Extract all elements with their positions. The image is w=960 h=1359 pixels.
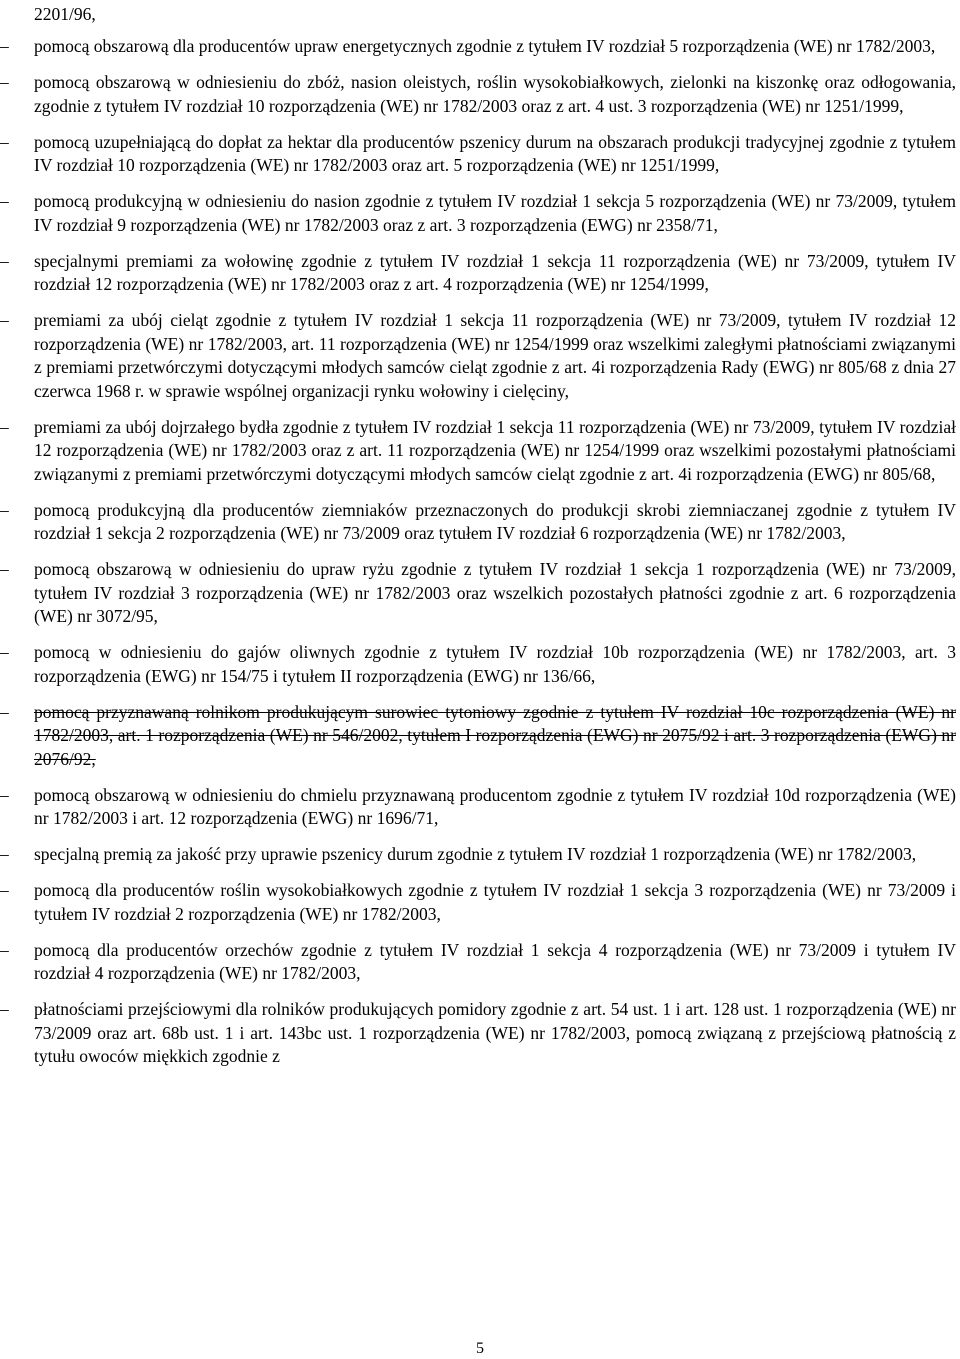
list-item [0, 843, 960, 867]
dash-bullet: – [0, 72, 9, 92]
list-item [0, 939, 960, 986]
dash-bullet: – [0, 701, 9, 722]
item-text: pomocą produkcyjną dla producentów ziemniaków przeznaczonych do produkcji skrobi ziemniaczanej zgodnie z tytułem IV rozdział 1 sekcja 2 rozporządzenia (WE) nr 73/2009 oraz tytułem IV rozdział 6 rozporządzenia (WE) nr 1782/2003, [34, 499, 956, 543]
dash-bullet: – [0, 939, 9, 960]
list-item [0, 309, 960, 403]
item-text: pomocą w odniesieniu do gajów oliwnych zgodnie z tytułem IV rozdział 10b rozporządzenia (WE) nr 1782/2003, art. 3 rozporządzenia (EWG) nr 154/75 i tytułem II rozporządzenia (EWG) nr 136/66, [34, 642, 956, 686]
dash-bullet: – [0, 642, 9, 662]
dash-bullet: – [0, 784, 9, 805]
dash-bullet: – [0, 999, 9, 1019]
item-text: pomocą uzupełniającą do dopłat za hektar dla producentów pszenicy durum na obszarach produkcji tradycyjnej zgodnie z tytułem IV rozdział 10 rozporządzenia (WE) nr 1782/2003 oraz art. 5 rozporządzenia (WE) nr 1251/1999, [34, 131, 956, 175]
item-text: pomocą obszarową dla producentów upraw energetycznych zgodnie z tytułem IV rozdział 5 rozporządzenia (WE) nr 1782/2003, [34, 36, 936, 56]
list-item [0, 250, 960, 297]
list-item [0, 71, 960, 118]
dash-bullet: – [0, 559, 9, 579]
list-item [0, 558, 960, 629]
dash-bullet: – [0, 191, 9, 211]
item-text: pomocą obszarową w odniesieniu do chmielu przyznawaną producentom zgodnie z tytułem IV rozdział 10d rozporządzenia (WE) nr 1782/2003 i art. 12 rozporządzenia (EWG) nr 1696/71, [34, 784, 956, 828]
dash-bullet: – [0, 250, 9, 271]
item-text: pomocą obszarową w odniesieniu do zbóż, nasion oleistych, roślin wysokobiałkowych, zielonki na kiszonkę oraz odłogowania, zgodnie z tytułem IV rozdział 10 rozporządzenia (WE) nr 1782/2003 oraz z art. 4 ust. 3 rozporządzenia (WE) nr 1251/1999, [34, 72, 956, 116]
item-text: premiami za ubój cieląt zgodnie z tytułem IV rozdział 1 sekcja 11 rozporządzenia (WE) nr 73/2009, tytułem IV rozdział 12 rozporządzenia (WE) nr 1782/2003, art. 11 rozporządzenia (WE) nr 1254/1999 oraz wszelkimi zaległymi płatnościami związanymi z premiami przetwórczymi dotyczącymi młodych samców cieląt zgodnie z art. 4i rozporządzenia Rady (EWG) nr 805/68 z dnia 27 czerwca 1968 r. w sprawie wspólnej organizacji rynku wołowiny i cielęciny, [34, 310, 956, 401]
item-text: pomocą dla producentów roślin wysokobiałkowych zgodnie z tytułem IV rozdział 1 sekcja 3 rozporządzenia (WE) nr 73/2009 i tytułem IV rozdział 2 rozporządzenia (WE) nr 1782/2003, [34, 880, 956, 924]
dash-bullet: – [0, 131, 9, 152]
item-text: specjalną premią za jakość przy uprawie pszenicy durum zgodnie z tytułem IV rozdział 1 rozporządzenia (WE) nr 1782/2003, [34, 844, 917, 864]
list-item [0, 416, 960, 487]
list-item [0, 131, 960, 178]
continued-reference-line: 2201/96, [34, 4, 96, 24]
item-text: pomocą produkcyjną w odniesieniu do nasion zgodnie z tytułem IV rozdział 1 sekcja 5 rozporządzenia (WE) nr 73/2009, tytułem IV rozdział 9 rozporządzenia (WE) nr 1782/2003 oraz z art. 3 rozporządzenia (EWG) nr 2358/71, [34, 191, 956, 235]
list-item [0, 641, 960, 688]
item-text: premiami za ubój dojrzałego bydła zgodnie z tytułem IV rozdział 1 sekcja 11 rozporządzenia (WE) nr 73/2009, tytułem IV rozdział 12 rozporządzenia (WE) nr 1782/2003 oraz z art. 11 rozporządzenia (WE) nr 1254/1999 oraz wszelkimi pozostałymi płatnościami związanymi z premiami przetwórczymi dotyczącymi młodych samców cieląt zgodnie z art. 4i rozporządzenia (EWG) nr 805/68, [34, 416, 956, 484]
list-item [0, 35, 960, 59]
item-text: pomocą dla producentów orzechów zgodnie z tytułem IV rozdział 1 sekcja 4 rozporządzenia (WE) nr 73/2009 i tytułem IV rozdział 4 rozporządzenia (WE) nr 1782/2003, [34, 939, 956, 983]
item-text: płatnościami przejściowymi dla rolników produkujących pomidory zgodnie z art. 54 ust. 1 i art. 128 ust. 1 rozporządzenia (WE) nr 73/2009 oraz art. 68b ust. 1 i art. 143bc ust. 1 rozporządzenia (WE) nr 1782/2003, pomocą związaną z przejściową płatnością z tytułu owoców miękkich zgodnie z [34, 999, 956, 1066]
dash-bullet: – [0, 844, 9, 864]
dash-bullet: – [0, 880, 9, 900]
dash-bullet: – [0, 499, 9, 520]
dash-bullet: – [0, 416, 9, 437]
list-item [0, 701, 960, 772]
list-item [0, 784, 960, 831]
list-item [0, 190, 960, 237]
list-item [0, 879, 960, 926]
item-text: pomocą obszarową w odniesieniu do upraw ryżu zgodnie z tytułem IV rozdział 1 sekcja 1 rozporządzenia (WE) nr 73/2009, tytułem IV rozdział 3 rozporządzenia (WE) nr 1782/2003 oraz wszelkich pozostałych płatności zgodnie z art. 6 rozporządzenia (WE) nr 3072/95, [34, 559, 956, 626]
dash-bullet: – [0, 36, 9, 56]
page-number: 5 [476, 1340, 484, 1357]
struck-item-text: pomocą przyznawaną rolnikom produkującym surowiec tytoniowy zgodnie z tytułem IV rozdział 10c rozporządzenia (WE) nr 1782/2003, art. 1 rozporządzenia (WE) nr 546/2002, tytułem I rozporządzenia (EWG) nr 2075/92 i art. 3 rozporządzenia (EWG) nr 2076/92, [34, 701, 956, 769]
list-item [0, 499, 960, 546]
item-text: specjalnymi premiami za wołowinę zgodnie z tytułem IV rozdział 1 sekcja 11 rozporządzenia (WE) nr 73/2009, tytułem IV rozdział 12 rozporządzenia (WE) nr 1782/2003 oraz z art. 4 rozporządzenia (WE) nr 1254/1999, [34, 250, 956, 294]
aid-schemes-list [0, 35, 960, 1081]
dash-bullet: – [0, 310, 9, 330]
list-item [0, 998, 960, 1069]
